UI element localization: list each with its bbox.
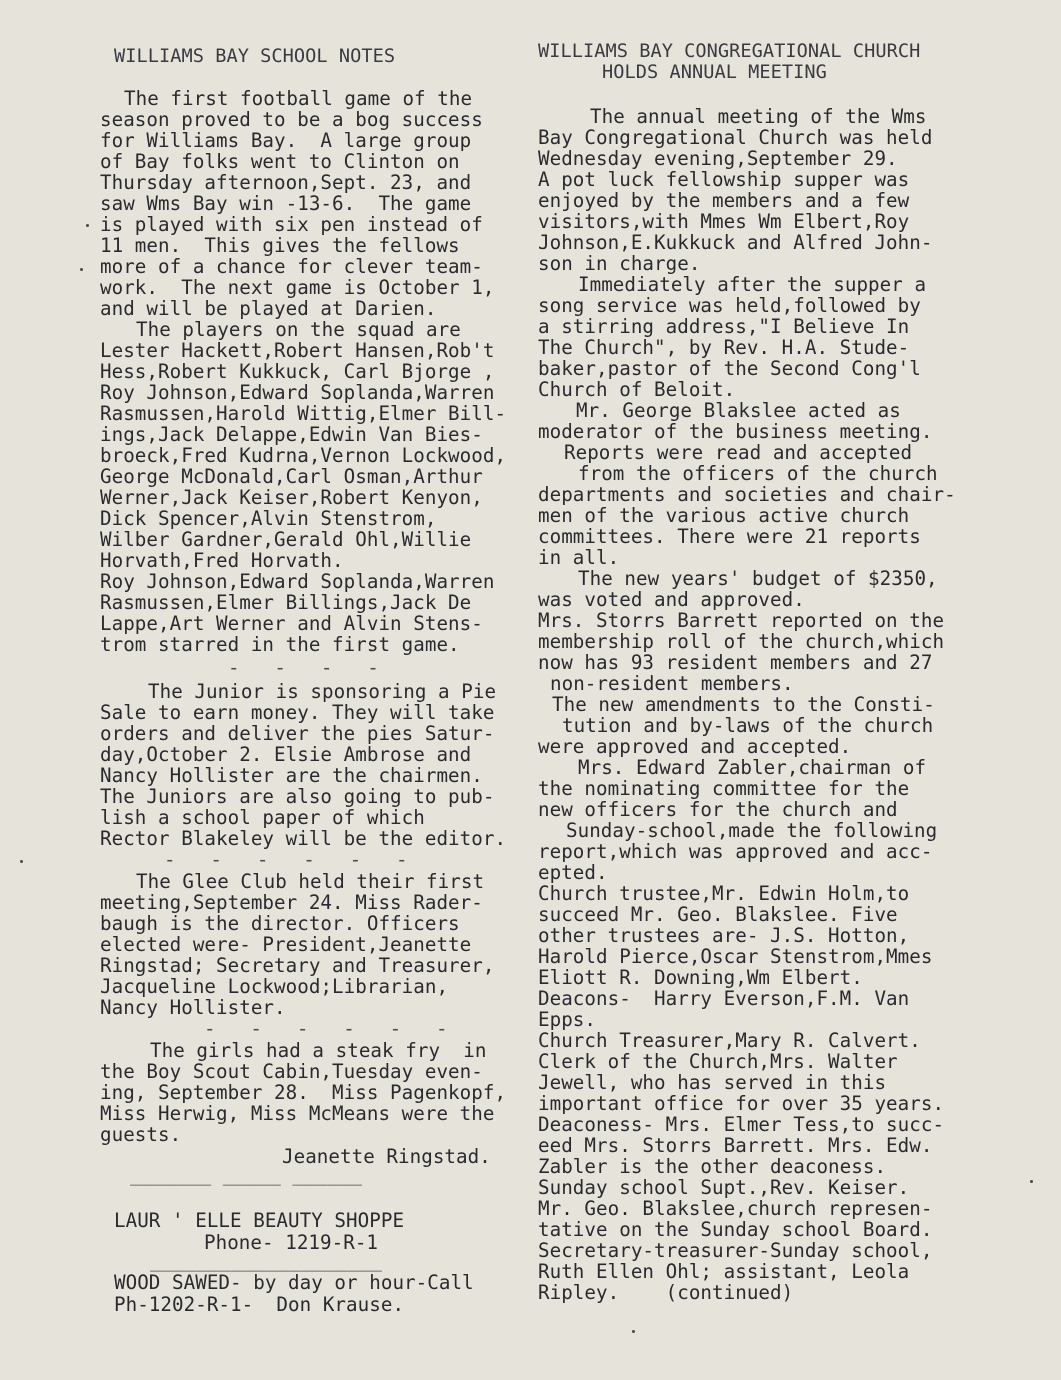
text-left-players-4: Rasmussen,Harold Wittig,Elmer Bill- bbox=[100, 402, 507, 425]
text-right-body-48: Deaconess- Mrs. Elmer Tess,to succ- bbox=[538, 1113, 945, 1136]
text-right-body-21: in all. bbox=[538, 546, 620, 569]
text-right-body-12: baker,pastor of the Second Cong'l bbox=[538, 357, 921, 380]
text-right-body-31: Mrs. Edward Zabler,chairman of bbox=[578, 756, 927, 779]
text-right-body-54: Secretary-treasurer-Sunday school, bbox=[538, 1239, 933, 1262]
text-left-football-10: and will be played at Darien. bbox=[100, 297, 437, 320]
text-left-girls-2: ing, September 28. Miss Pagenkopf, bbox=[100, 1081, 507, 1104]
text-right-body-11: The Church", by Rev. H.A. Stude- bbox=[538, 336, 910, 359]
text-right-body-6: Johnson,E.Kukkuck and Alfred John- bbox=[538, 231, 933, 254]
scan-speck bbox=[632, 1330, 635, 1333]
scan-speck bbox=[80, 268, 83, 271]
text-right-body-32: the nominating committee for the bbox=[538, 777, 910, 800]
text-right-body-47: important office for over 35 years. bbox=[538, 1092, 945, 1115]
text-left-glee-4: Ringstad; Secretary and Treasurer, bbox=[100, 954, 495, 977]
text-left-ad_wood-0: WOOD SAWED- by day or hour-Call bbox=[114, 1271, 474, 1294]
text-right-body-3: A pot luck fellowship supper was bbox=[538, 168, 910, 191]
text-right-body-30: were approved and accepted. bbox=[538, 735, 852, 758]
text-right-body-38: succeed Mr. Geo. Blakslee. Five bbox=[538, 903, 898, 926]
text-left-rule_2: ____________________ bbox=[150, 1249, 383, 1272]
text-left-football-5: saw Wms Bay win -13-6. The game bbox=[100, 192, 472, 215]
text-right-body-20: committees. There were 21 reports bbox=[538, 525, 921, 548]
text-right-body-24: Mrs. Storrs Barrett reported on the bbox=[538, 609, 945, 632]
text-left-football-8: more of a chance for clever team- bbox=[100, 255, 483, 278]
text-left-players-5: ings,Jack Delappe,Edwin Van Bies- bbox=[100, 423, 483, 446]
text-left-girls-0: The girls had a steak fry in bbox=[150, 1039, 487, 1062]
text-right-body-10: a stirring address,"I Believe In bbox=[538, 315, 910, 338]
text-left-players-0: The players on the squad are bbox=[136, 318, 461, 341]
text-right-body-45: Clerk of the Church,Mrs. Walter bbox=[538, 1050, 898, 1073]
text-left-players-13: Rasmussen,Elmer Billings,Jack De bbox=[100, 591, 472, 614]
text-right-body-0: The annual meeting of the Wms bbox=[590, 105, 927, 128]
text-left-junior-2: orders and deliver the pies Satur- bbox=[100, 722, 495, 745]
text-left-football-7: 11 men. This gives the fellows bbox=[100, 234, 460, 257]
text-right-body-2: Wednesday evening,September 29. bbox=[538, 147, 898, 170]
text-left-girls-3: Miss Herwig, Miss McMeans were the bbox=[100, 1102, 495, 1125]
text-left-junior-4: Nancy Hollister are the chairmen. bbox=[100, 764, 483, 787]
text-left-ad_beauty-1: Phone- 1219-R-1 bbox=[204, 1231, 379, 1254]
text-right-body-4: enjoyed by the members and a few bbox=[538, 189, 910, 212]
text-left-football-4: Thursday afternoon,Sept. 23, and bbox=[100, 171, 472, 194]
text-right-body-43: Epps. bbox=[538, 1008, 597, 1031]
text-right-body-16: Reports were read and accepted bbox=[564, 441, 913, 464]
text-left-glee-2: baugh is the director. Officers bbox=[100, 912, 460, 935]
text-left-players-7: George McDonald,Carl Osman,Arthur bbox=[100, 465, 483, 488]
text-left-glee-1: meeting,September 24. Miss Rader- bbox=[100, 891, 483, 914]
text-right-body-40: Harold Pierce,Oscar Stenstrom,Mmes bbox=[538, 945, 933, 968]
text-right-heading-0: WILLIAMS BAY CONGREGATIONAL CHURCH bbox=[538, 41, 921, 62]
text-left-players-10: Wilber Gardner,Gerald Ohl,Willie bbox=[100, 528, 472, 551]
text-right-body-50: Zabler is the other deaconess. bbox=[538, 1155, 887, 1178]
text-right-body-9: song service was held,followed by bbox=[538, 294, 921, 317]
text-left-junior-3: day,October 2. Elsie Ambrose and bbox=[100, 743, 472, 766]
text-right-body-49: eed Mrs. Storrs Barrett. Mrs. Edw. bbox=[538, 1134, 933, 1157]
text-right-body-36: epted. bbox=[538, 861, 608, 884]
text-right-body-41: Eliott R. Downing,Wm Elbert. bbox=[538, 966, 863, 989]
text-right-body-8: Immediately after the supper a bbox=[578, 273, 927, 296]
text-left-divider_dashes: - - - - bbox=[228, 656, 379, 679]
text-left-glee-0: The Glee Club held their first bbox=[136, 870, 485, 893]
text-left-players-8: Werner,Jack Keiser,Robert Kenyon, bbox=[100, 486, 483, 509]
text-right-body-5: visitors,with Mmes Wm Elbert,Roy bbox=[538, 210, 910, 233]
text-right-body-28: The new amendments to the Consti- bbox=[552, 693, 935, 716]
text-left-football-0: The first football game of the bbox=[124, 87, 473, 110]
text-left-divider_dashes_3: - - - - - - bbox=[204, 1017, 448, 1040]
text-right-heading-1: HOLDS ANNUAL MEETING bbox=[602, 62, 827, 83]
text-right-body-23: was voted and approved. bbox=[538, 588, 805, 611]
text-left-football-1: season proved to be a bog success bbox=[100, 108, 483, 131]
text-left-girls-1: the Boy Scout Cabin,Tuesday even- bbox=[100, 1060, 483, 1083]
text-left-players-3: Roy Johnson,Edward Soplanda,Warren bbox=[100, 381, 495, 404]
text-right-body-35: report,which was approved and acc- bbox=[538, 840, 933, 863]
text-left-players-2: Hess,Robert Kukkuck, Carl Bjorge , bbox=[100, 360, 495, 383]
text-right-body-29: tution and by-laws of the church bbox=[562, 714, 934, 737]
text-left-signature: Jeanette Ringstad. bbox=[282, 1145, 491, 1168]
text-left-heading: WILLIAMS BAY SCHOOL NOTES bbox=[114, 46, 396, 67]
scan-speck bbox=[20, 860, 23, 863]
text-left-junior-0: The Junior is sponsoring a Pie bbox=[148, 680, 497, 703]
text-right-body-42: Deacons- Harry Everson,F.M. Van bbox=[538, 987, 910, 1010]
text-left-divider_dashes_2: - - - - - - bbox=[164, 848, 408, 871]
text-left-players-6: broeck,Fred Kudrna,Vernon Lockwood, bbox=[100, 444, 507, 467]
text-right-body-17: from the officers of the church bbox=[578, 462, 938, 485]
text-left-junior-6: lish a school paper of which bbox=[100, 806, 425, 829]
text-right-body-37: Church trustee,Mr. Edwin Holm,to bbox=[538, 882, 910, 905]
text-left-glee-5: Jacqueline Lockwood;Librarian, bbox=[100, 975, 449, 998]
text-left-players-14: Lappe,Art Werner and Alvin Stens- bbox=[100, 612, 483, 635]
text-left-football-6: is played with six pen instead of bbox=[100, 213, 483, 236]
text-left-players-12: Roy Johnson,Edward Soplanda,Warren bbox=[100, 570, 495, 593]
text-left-glee-6: Nancy Hollister. bbox=[100, 996, 286, 1019]
text-left-football-9: work. The next game is October 1, bbox=[100, 276, 495, 299]
text-left-players-1: Lester Hackett,Robert Hansen,Rob't bbox=[100, 339, 495, 362]
text-right-body-55: Ruth Ellen Ohl; assistant, Leola bbox=[538, 1260, 910, 1283]
text-left-football-3: of Bay folks went to Clinton on bbox=[100, 150, 460, 173]
text-right-body-33: new officers for the church and bbox=[538, 798, 898, 821]
text-right-body-13: Church of Beloit. bbox=[538, 378, 736, 401]
text-left-glee-3: elected were- President,Jeanette bbox=[100, 933, 472, 956]
text-left-junior-5: The Juniors are also going to pub- bbox=[100, 785, 495, 808]
text-right-body-51: Sunday school Supt.,Rev. Keiser. bbox=[538, 1176, 910, 1199]
scan-speck bbox=[1030, 1180, 1033, 1183]
text-right-body-27: non-resident members. bbox=[550, 672, 794, 695]
text-right-body-25: membership roll of the church,which bbox=[538, 630, 945, 653]
text-left-ad_wood-1: Ph-1202-R-1- Don Krause. bbox=[114, 1293, 405, 1316]
text-right-body-46: Jewell, who has served in this bbox=[538, 1071, 887, 1094]
text-right-body-44: Church Treasurer,Mary R. Calvert. bbox=[538, 1029, 921, 1052]
text-right-body-19: men of the various active church bbox=[538, 504, 910, 527]
text-left-players-15: trom starred in the first game. bbox=[100, 633, 460, 656]
text-left-junior-1: Sale to earn money. They will take bbox=[100, 701, 495, 724]
text-left-players-11: Horvath,Fred Horvath. bbox=[100, 549, 344, 572]
text-right-body-34: Sunday-school,made the following bbox=[566, 819, 938, 842]
text-right-body-56: Ripley. (continued) bbox=[538, 1281, 794, 1304]
text-left-ad_beauty-0: LAUR ' ELLE BEAUTY SHOPPE bbox=[114, 1209, 405, 1232]
text-right-body-18: departments and societies and chair- bbox=[538, 483, 956, 506]
text-right-body-14: Mr. George Blakslee acted as bbox=[576, 399, 901, 422]
text-right-body-1: Bay Congregational Church was held bbox=[538, 126, 933, 149]
text-right-body-52: Mr. Geo. Blakslee,church represen- bbox=[538, 1197, 933, 1220]
text-right-body-15: moderator of the business meeting. bbox=[538, 420, 933, 443]
text-left-players-9: Dick Spencer,Alvin Stenstrom, bbox=[100, 507, 437, 530]
text-right-body-22: The new years' budget of $2350, bbox=[578, 567, 938, 590]
text-left-football-2: for Williams Bay. A large group bbox=[100, 129, 472, 152]
text-right-body-53: tative on the Sunday school Board. bbox=[538, 1218, 933, 1241]
text-right-body-39: other trustees are- J.S. Hotton, bbox=[538, 924, 910, 947]
text-left-rule_1: _______ _____ ______ bbox=[130, 1163, 363, 1186]
text-right-body-7: son in charge. bbox=[538, 252, 701, 275]
text-left-girls-4: guests. bbox=[100, 1123, 182, 1146]
scan-speck bbox=[86, 224, 89, 227]
text-left-junior-7: Rector Blakeley will be the editor. bbox=[100, 827, 507, 850]
text-right-body-26: now has 93 resident members and 27 bbox=[538, 651, 933, 674]
